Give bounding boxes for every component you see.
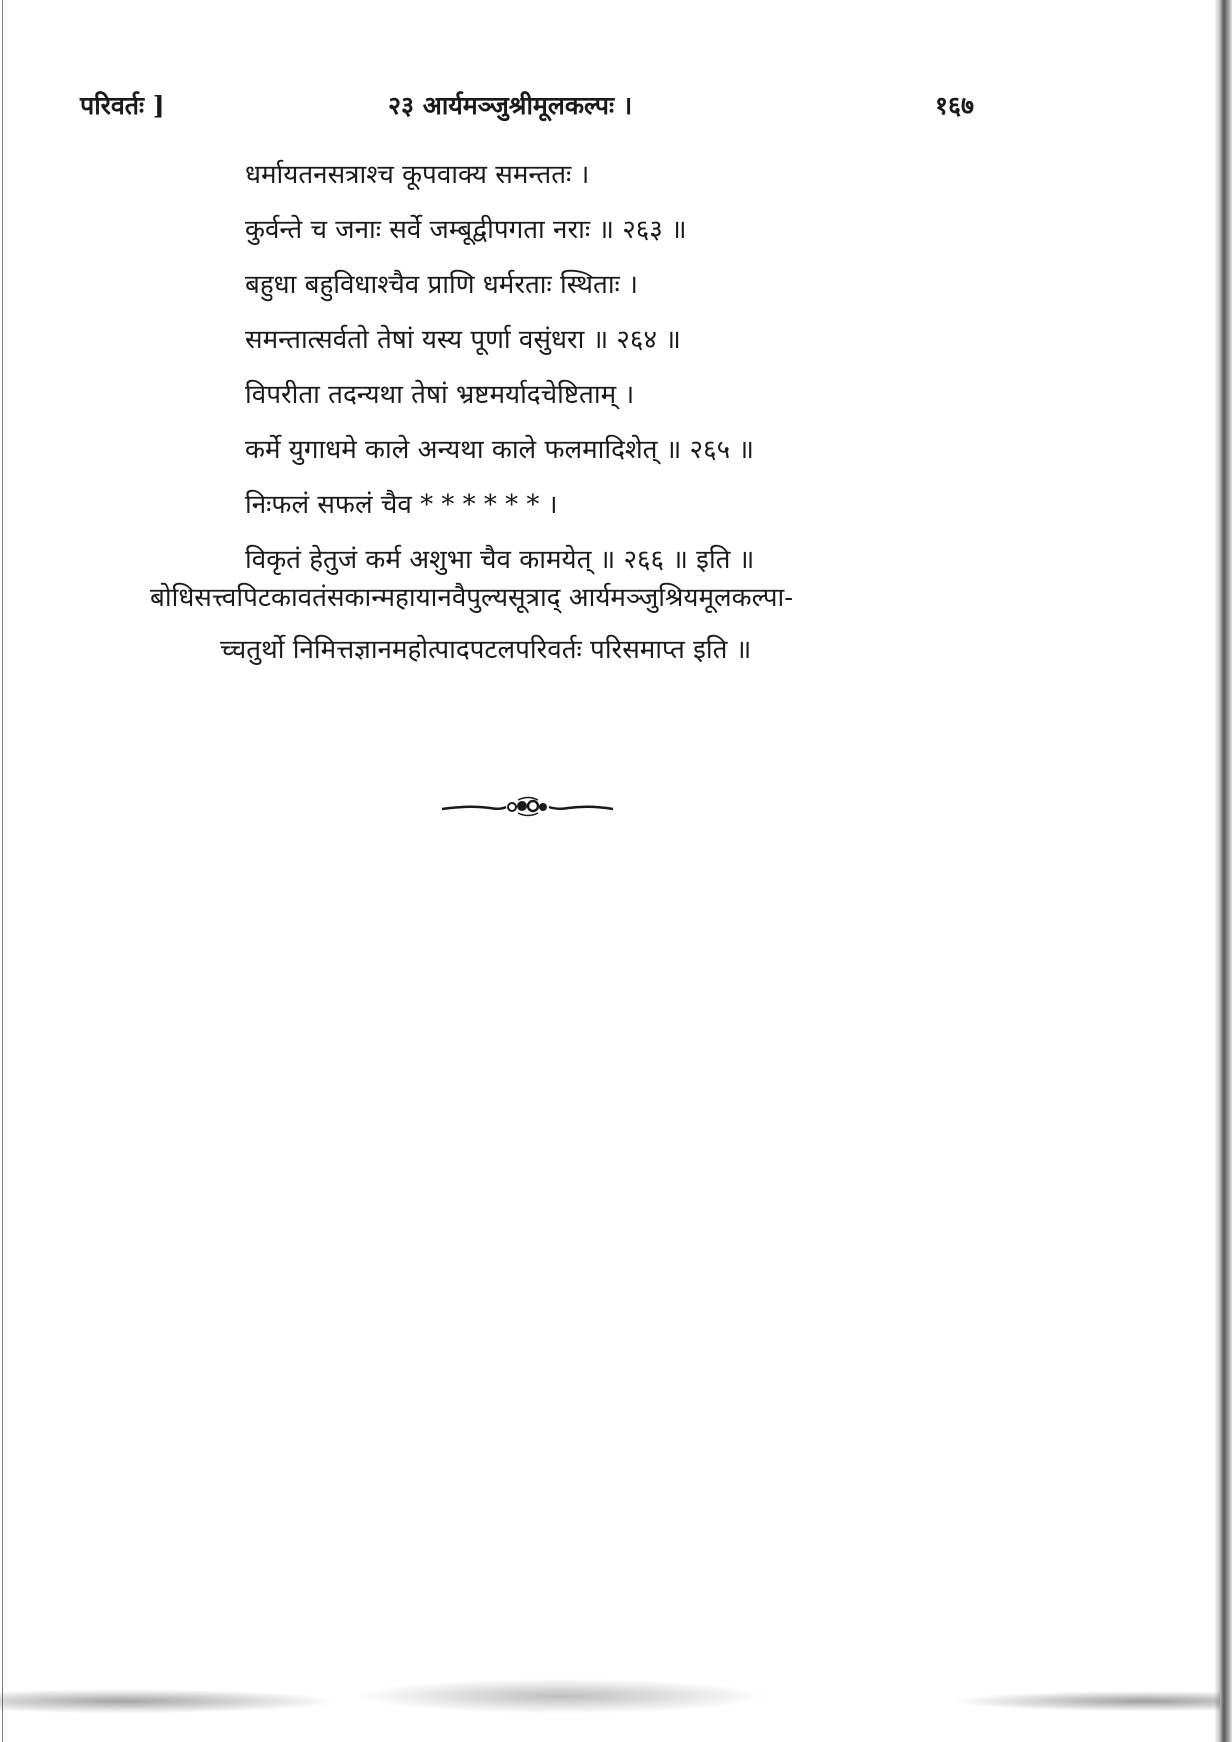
chapter-colophon: [150, 578, 950, 682]
page-binding-edge: [1214, 0, 1232, 1742]
verse-line: धर्मायतनसत्राश्च कूपवाक्य समन्ततः ।: [245, 160, 590, 190]
verse-line: कर्मे युगाधमे काले अन्यथा काले फलमादिशेत् ॥ २६५ ॥: [245, 435, 754, 465]
verse-line: विकृतं हेतुजं कर्म अशुभा चैव कामयेत् ॥ २६६ ॥ इति ॥: [245, 545, 755, 575]
verse-line: विपरीता तदन्यथा तेषां भ्रष्टमर्यादचेष्टिताम् ।: [245, 380, 635, 410]
verse-line: कुर्वन्ते च जनाः सर्वे जम्बूद्वीपगता नराः ॥ २६३ ॥: [245, 215, 687, 245]
page-number: १६७: [935, 91, 975, 120]
colophon-line-1: बोधिसत्त्वपिटकावतंसकान्महायानवैपुल्यसूत्राद् आर्यमञ्जुश्रियमूलकल्पा-: [150, 583, 794, 613]
verse-line: बहुधा बहुविधाश्चैव प्राणि धर्मरताः स्थिताः ।: [245, 270, 638, 300]
verse-line: निःफलं सफलं चैव * * * * * * ।: [245, 490, 558, 520]
header-title: २३ आर्यमञ्जुश्रीमूलकल्पः ।: [388, 91, 633, 120]
header-chapter-label: परिवर्तः ]: [80, 91, 165, 120]
page-left-border: [2, 0, 3, 1742]
running-header: [0, 88, 1232, 128]
ornamental-divider-icon: [440, 795, 615, 819]
verse-line: समन्तात्सर्वतो तेषां यस्य पूर्णा वसुंधरा ॥ २६४ ॥: [245, 325, 681, 355]
colophon-line-2: च्चतुर्थो निमित्तज्ञानमहोत्पादपटलपरिवर्तः परिसमाप्त इति ॥: [220, 635, 752, 665]
verse-block: [245, 155, 1005, 595]
scan-artifact: [0, 1640, 1220, 1742]
